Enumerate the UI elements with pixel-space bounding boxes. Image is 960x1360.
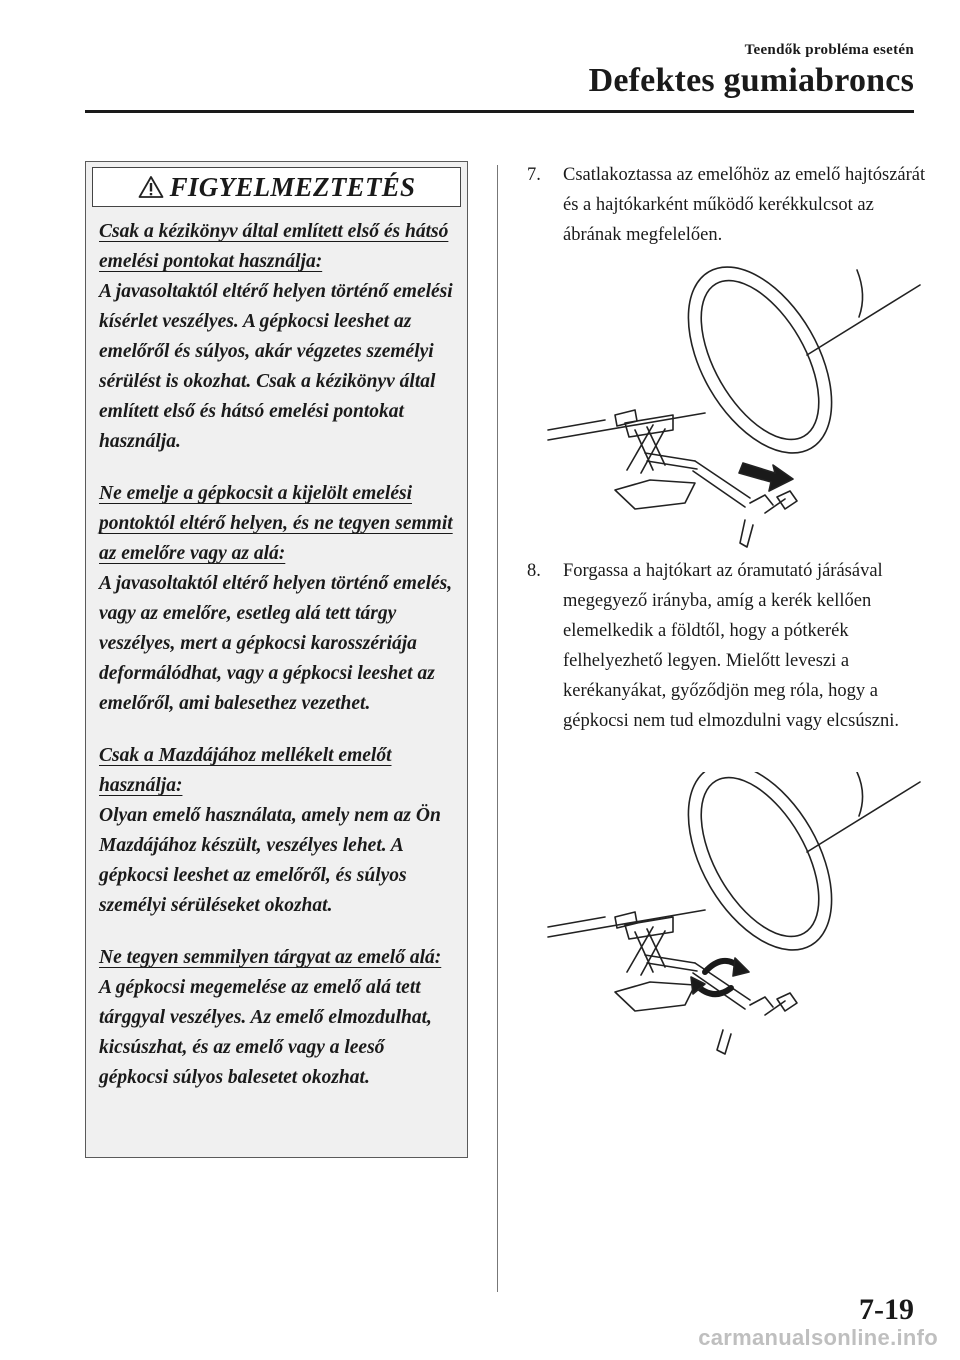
warning-paragraph-title: Csak a Mazdájához mellékelt emelőt használja: (99, 745, 392, 796)
column-divider (497, 165, 498, 1292)
page-number: 7-19 (859, 1293, 914, 1326)
warning-paragraph-body: A javasoltaktól eltérő helyen történő emelés, vagy az emelőre, esetleg alá tett tárgy veszélyes, mert a gépkocsi karosszériája deformálódhat, vagy a gépkocsi leeshet az emelőről, ami balesethez vezethet. (99, 573, 453, 714)
section-title: Teendők probléma esetén (744, 42, 914, 58)
step-text: Csatlakoztassa az emelőhöz az emelő hajtószárát és a hajtókarként működő kerékkulcsot az ábrának megfelelően. (563, 165, 926, 245)
warning-heading: FIGYELMEZTETÉS (169, 171, 416, 202)
warning-paragraph (99, 943, 455, 1093)
warning-box (85, 161, 468, 1158)
step-number: 7. (527, 165, 541, 185)
warning-triangle-icon (138, 175, 164, 199)
watermark: carmanualsonline.info (698, 1325, 938, 1350)
step-text: Forgassa a hajtókart az óramutató járásával megegyező irányba, amíg a kerék kellően elemelkedik a földtől, hogy a pótkerék felhelyezhető legyen. Mielőtt leveszi a kerékanyákat, győződjön meg róla, hogy a gépkocsi nem tud elmozdulni vagy elcsúszni. (563, 561, 900, 731)
step-8 (527, 556, 937, 736)
warning-paragraph-body: A gépkocsi megemelése az emelő alá tett tárggyal veszélyes. Az emelő elmozdulhat, kicsúszhat, és az emelő vagy a leeső gépkocsi súlyos balesetet okozhat. (99, 977, 432, 1088)
jack-with-wrench-illustration (545, 265, 935, 565)
warning-paragraph-body: Olyan emelő használata, amely nem az Ön Mazdájához készült, veszélyes lehet. A gépkocsi leeshet az emelőről, és súlyos személyi sérüléseket okozhat. (99, 805, 441, 916)
warning-paragraph-body: A javasoltaktól eltérő helyen történő emelési kísérlet veszélyes. A gépkocsi leeshet az emelőről és súlyos, akár végzetes személyi sérülést is okozhat. Csak a kézikönyv által említett első és hátsó emelési pontokat használja. (99, 281, 453, 452)
warning-paragraph (99, 741, 455, 921)
warning-banner (92, 167, 461, 207)
warning-paragraph-title: Csak a kézikönyv által említett első és hátsó emelési pontokat használja: (99, 221, 449, 272)
page-title: Defektes gumiabroncs (588, 62, 914, 99)
warning-paragraph (99, 479, 455, 719)
warning-body (86, 207, 467, 1093)
jack-rotate-clockwise-illustration (545, 772, 935, 1072)
warning-paragraph (99, 217, 455, 457)
step-number: 8. (527, 561, 541, 581)
warning-paragraph-title: Ne tegyen semmilyen tárgyat az emelő alá: (99, 947, 442, 968)
step-7 (527, 160, 927, 250)
warning-paragraph-title: Ne emelje a gépkocsit a kijelölt emelési pontoktól eltérő helyen, és ne tegyen semmit az emelőre vagy az alá: (99, 483, 453, 564)
header-divider (85, 110, 914, 113)
